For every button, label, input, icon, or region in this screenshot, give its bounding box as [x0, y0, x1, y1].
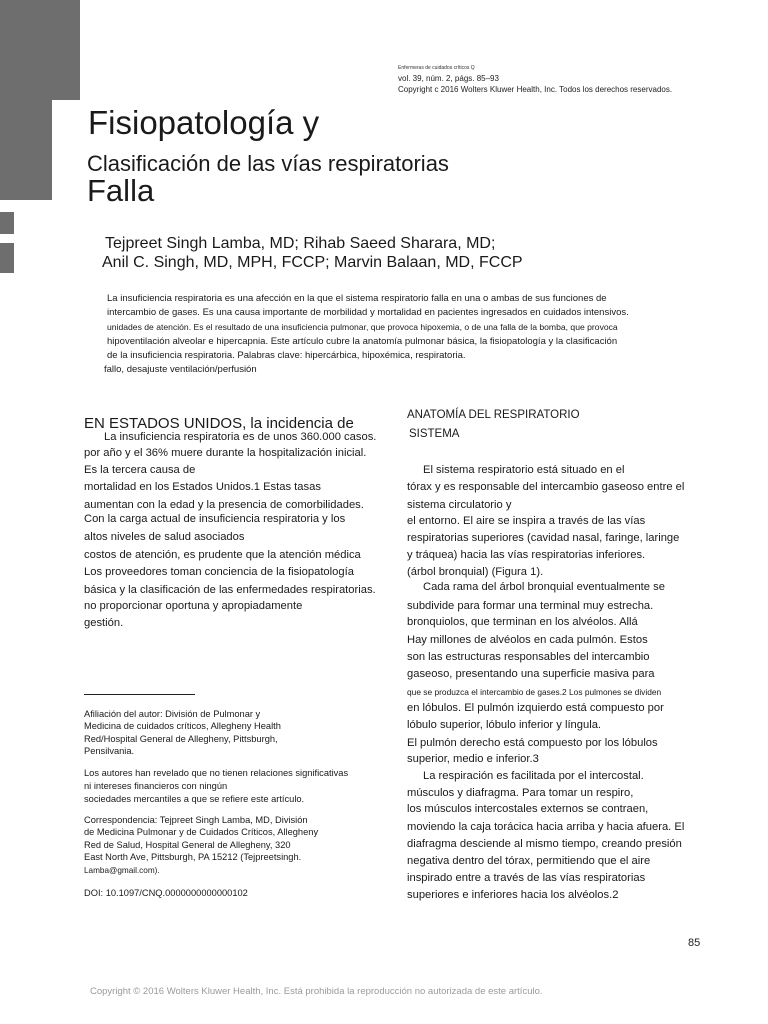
authors-line-1: Tejpreet Singh Lamba, MD; Rihab Saeed Sharara, MD;	[105, 235, 496, 252]
correspondence-line: Red de Salud, Hospital General de Allegheny, 320	[84, 840, 291, 850]
doi: DOI: 10.1097/CNQ.0000000000000102	[84, 888, 248, 898]
section-title-line-1: ANATOMÍA DEL RESPIRATORIO	[407, 409, 580, 421]
abstract-line: hipoventilación alveolar e hipercapnia. Este artículo cubre la anatomía pulmonar básica, la fisiopatología y la clasificación	[107, 336, 618, 347]
decorative-bar-notch	[0, 0, 80, 100]
body-line: aumentan con la edad y la presencia de comorbilidades.	[84, 499, 364, 511]
correspondence-line: de Medicina Pulmonar y de Cuidados Críticos, Allegheny	[84, 827, 319, 837]
disclosure-line: ni intereses financieros con ningún	[84, 781, 228, 791]
body-line: gestión.	[84, 617, 124, 629]
section-title-line-2: SISTEMA	[409, 428, 460, 440]
body-line: músculos y diafragma. Para tomar un respiro,	[407, 787, 634, 799]
page-number: 85	[688, 937, 701, 949]
title-line-2: Clasificación de las vías respiratorias	[87, 151, 449, 176]
affiliation-line: Red/Hospital General de Allegheny, Pittsburgh,	[84, 734, 278, 744]
correspondence-email: Lamba@gmail.com).	[84, 866, 160, 875]
correspondence-line: East North Ave, Pittsburgh, PA 15212 (Tejpreetsingh.	[84, 852, 302, 862]
abstract-line: fallo, desajuste ventilación/perfusión	[104, 364, 257, 375]
body-line: son las estructuras responsables del intercambio	[407, 651, 650, 663]
journal-name: Enfermeras de cuidados críticos Q	[398, 65, 475, 71]
page-footer: Copyright © 2016 Wolters Kluwer Health, Inc. Está prohibida la reproducción no autorizada de este artículo.	[90, 986, 543, 997]
body-line: que se produzca el intercambio de gases.2 Los pulmones se dividen	[407, 687, 662, 697]
heading-rest: la incidencia de	[246, 415, 354, 432]
body-line: sistema circulatorio y	[407, 499, 512, 511]
body-line: La insuficiencia respiratoria es de unos 360.000 casos.	[104, 431, 377, 443]
footnote-rule	[84, 694, 195, 695]
body-line: básica y la clasificación de las enfermedades respiratorias.	[84, 584, 376, 596]
body-line: Con la carga actual de insuficiencia respiratoria y los	[84, 513, 346, 525]
body-line: superiores e inferiores hacia los alvéolos.2	[407, 889, 619, 901]
body-line: moviendo la caja torácica hacia arriba y hacia afuera. El	[407, 821, 685, 833]
body-line: Hay millones de alvéolos en cada pulmón. Estos	[407, 634, 648, 646]
body-line: el entorno. El aire se inspira a través de las vías	[407, 515, 646, 527]
body-line: en lóbulos. El pulmón izquierdo está compuesto por	[407, 702, 664, 714]
body-line: superior, medio e inferior.3	[407, 753, 539, 765]
body-line: La respiración es facilitada por el intercostal.	[423, 770, 644, 782]
title-line-3: Falla	[87, 173, 155, 208]
journal-copyright: Copyright c 2016 Wolters Kluwer Health, Inc. Todos los derechos reservados.	[398, 85, 673, 94]
body-line: respiratorias superiores (cavidad nasal, faringe, laringe	[407, 532, 680, 544]
body-line: no proporcionar oportuna y apropiadamente	[84, 600, 303, 612]
body-line: negativa dentro del tórax, permitiendo que el aire	[407, 855, 651, 867]
decorative-bar-middle	[0, 212, 14, 234]
body-line: los músculos intercostales externos se contraen,	[407, 803, 649, 815]
title-line-1: Fisiopatología y	[88, 104, 320, 141]
body-line: tórax y es responsable del intercambio gaseoso entre el	[407, 481, 685, 493]
body-line: gaseoso, presentando una superficie masiva para	[407, 668, 655, 680]
abstract-line: intercambio de gases. Es una causa importante de morbilidad y mortalidad en pacientes ingresados en cuidados intensivos.	[107, 307, 629, 318]
body-line: por año y el 36% muere durante la hospitalización inicial.	[84, 447, 367, 459]
body-line: costos de atención, es prudente que la atención médica	[84, 549, 361, 561]
decorative-bar-bottom	[0, 243, 14, 273]
body-line: El pulmón derecho está compuesto por los lóbulos	[407, 737, 658, 749]
body-line: Los proveedores toman conciencia de la fisiopatología	[84, 566, 354, 578]
body-line: El sistema respiratorio está situado en el	[423, 464, 625, 476]
affiliation-line: Medicina de cuidados críticos, Allegheny Health	[84, 721, 281, 731]
abstract-line: unidades de atención. Es el resultado de una insuficiencia pulmonar, que provoca hipoxemia, o de una falla de la bomba, que provoca	[107, 322, 618, 332]
body-line: Cada rama del árbol bronquial eventualmente se	[423, 581, 665, 593]
body-line: altos niveles de salud asociados	[84, 531, 245, 543]
body-line: Es la tercera causa de	[84, 464, 196, 476]
body-line: subdivide para formar una terminal muy estrecha.	[407, 600, 654, 612]
journal-volume: vol. 39, núm. 2, págs. 85–93	[398, 74, 499, 83]
affiliation-line: Pensilvania.	[84, 746, 135, 756]
authors-line-2: Anil C. Singh, MD, MPH, FCCP; Marvin Balaan, MD, FCCP	[102, 254, 523, 271]
body-line: mortalidad en los Estados Unidos.1 Estas tasas	[84, 481, 321, 493]
body-line: lóbulo superior, lóbulo inferior y língula.	[407, 719, 602, 731]
heading-caps: EN ESTADOS UNIDOS,	[84, 415, 247, 432]
abstract-line: de la insuficiencia respiratoria. Palabras clave: hipercárbica, hipoxémica, respiratoria.	[107, 350, 466, 361]
abstract-line: La insuficiencia respiratoria es una afección en la que el sistema respiratorio falla en una o ambas de sus funciones de	[107, 293, 607, 304]
correspondence-line: Correspondencia: Tejpreet Singh Lamba, MD, División	[84, 815, 308, 825]
body-line: inspirado entre a través de las vías respiratorias	[407, 872, 646, 884]
body-line: (árbol bronquial) (Figura 1).	[407, 566, 544, 578]
body-line: y tráquea) hacia las vías respiratorias inferiores.	[407, 549, 646, 561]
body-line: bronquiolos, que terminan en los alvéolos. Allá	[407, 616, 638, 628]
body-line: diafragma desciende al mismo tiempo, creando presión	[407, 838, 682, 850]
disclosure-line: sociedades mercantiles a que se refiere este artículo.	[84, 794, 305, 804]
disclosure-line: Los autores han revelado que no tienen relaciones significativas	[84, 768, 349, 778]
affiliation-line: Afiliación del autor: División de Pulmonar y	[84, 709, 261, 719]
